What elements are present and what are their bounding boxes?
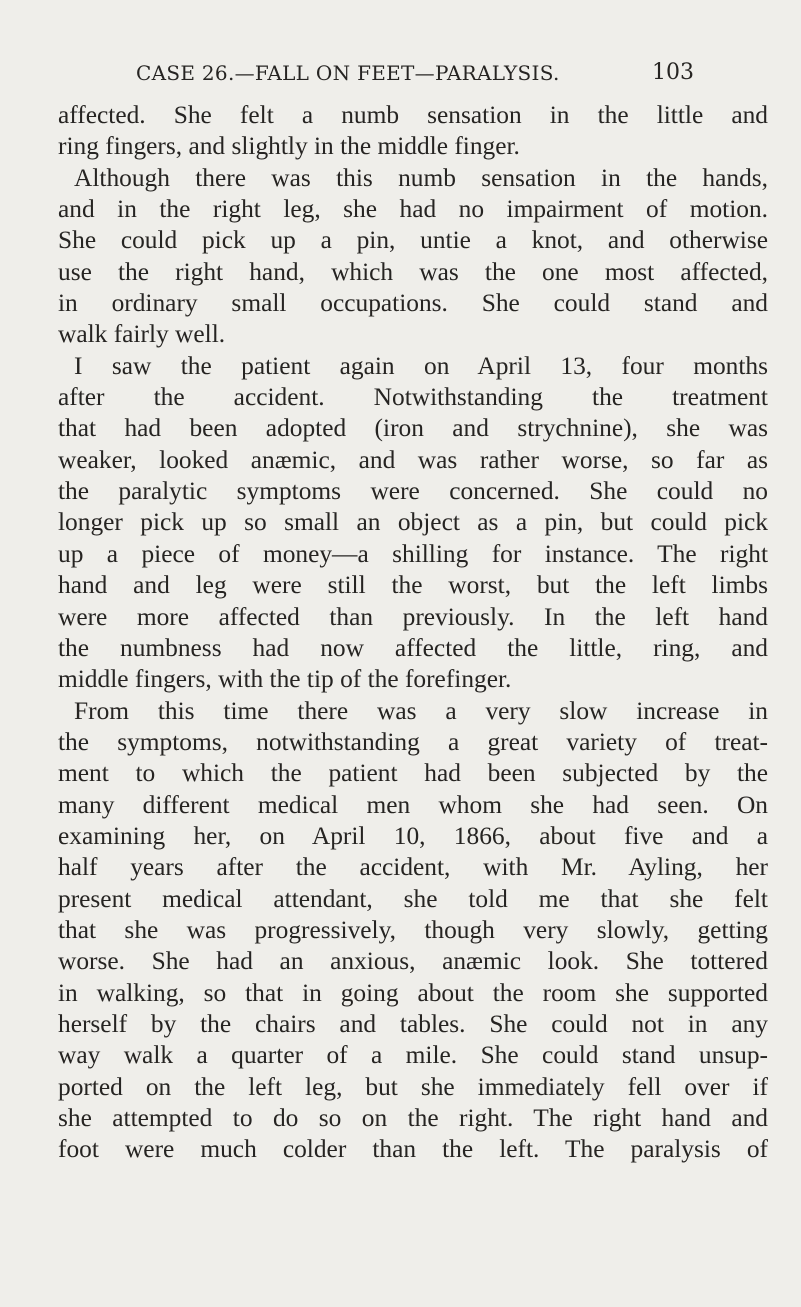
text-line: worse. She had an anxious, anæmic look. She tottered bbox=[58, 947, 768, 976]
text-line: present medical attendant, she told me that she felt bbox=[58, 884, 768, 913]
text-line: up a piece of money—a shilling for instance. The right bbox=[58, 539, 768, 568]
text-line: Although there was this numb sensation in the hands, bbox=[74, 163, 768, 192]
text-line: foot were much colder than the left. The paralysis of bbox=[58, 1135, 768, 1164]
text-line: the symptoms, notwithstanding a great variety of treat- bbox=[58, 727, 768, 756]
text-line: weaker, looked anæmic, and was rather worse, so far as bbox=[58, 445, 768, 474]
text-line: ported on the left leg, but she immediately fell over if bbox=[58, 1072, 768, 1101]
text-line: half years after the accident, with Mr. Ayling, her bbox=[58, 853, 768, 882]
page-number: 103 bbox=[652, 60, 694, 85]
text-line: many different medical men whom she had seen. On bbox=[58, 790, 768, 819]
text-line: ment to which the patient had been subjected by the bbox=[58, 759, 768, 788]
text-line: that had been adopted (iron and strychnine), she was bbox=[58, 414, 768, 443]
text-line: in ordinary small occupations. She could stand and bbox=[58, 289, 768, 318]
running-head-title: CASE 26.—FALL ON FEET—PARALYSIS. bbox=[136, 61, 560, 85]
text-line: ring fingers, and slightly in the middle finger. bbox=[58, 132, 520, 161]
text-line: after the accident. Notwithstanding the treatment bbox=[58, 383, 768, 412]
text-line: middle fingers, with the tip of the forefinger. bbox=[58, 665, 512, 694]
text-line: were more affected than previously. In the left hand bbox=[58, 602, 768, 631]
text-line: she attempted to do so on the right. The right hand and bbox=[58, 1104, 768, 1132]
text-line: that she was progressively, though very slowly, getting bbox=[58, 915, 768, 944]
text-line: hand and leg were still the worst, but the left limbs bbox=[58, 571, 768, 600]
text-line: the numbness had now affected the little, ring, and bbox=[58, 633, 768, 662]
text-line: use the right hand, which was the one most affected, bbox=[58, 257, 768, 286]
text-line: affected. She felt a numb sensation in the little and bbox=[58, 101, 768, 129]
text-line: in walking, so that in going about the room she supported bbox=[58, 978, 768, 1007]
text-line: way walk a quarter of a mile. She could stand unsup- bbox=[58, 1041, 768, 1070]
body-text bbox=[58, 100, 768, 1166]
text-line: herself by the chairs and tables. She could not in any bbox=[58, 1009, 768, 1038]
text-line: I saw the patient again on April 13, four months bbox=[74, 351, 768, 380]
text-line: walk fairly well. bbox=[58, 320, 226, 349]
text-line: longer pick up so small an object as a pin, but could pick bbox=[58, 508, 768, 537]
running-head bbox=[0, 58, 801, 88]
text-line: the paralytic symptoms were concerned. She could no bbox=[58, 477, 768, 506]
text-line: From this time there was a very slow increase in bbox=[74, 696, 768, 725]
text-line: and in the right leg, she had no impairment of motion. bbox=[58, 195, 768, 224]
text-line: examining her, on April 10, 1866, about five and a bbox=[58, 821, 768, 850]
text-line: She could pick up a pin, untie a knot, and otherwise bbox=[58, 226, 768, 255]
